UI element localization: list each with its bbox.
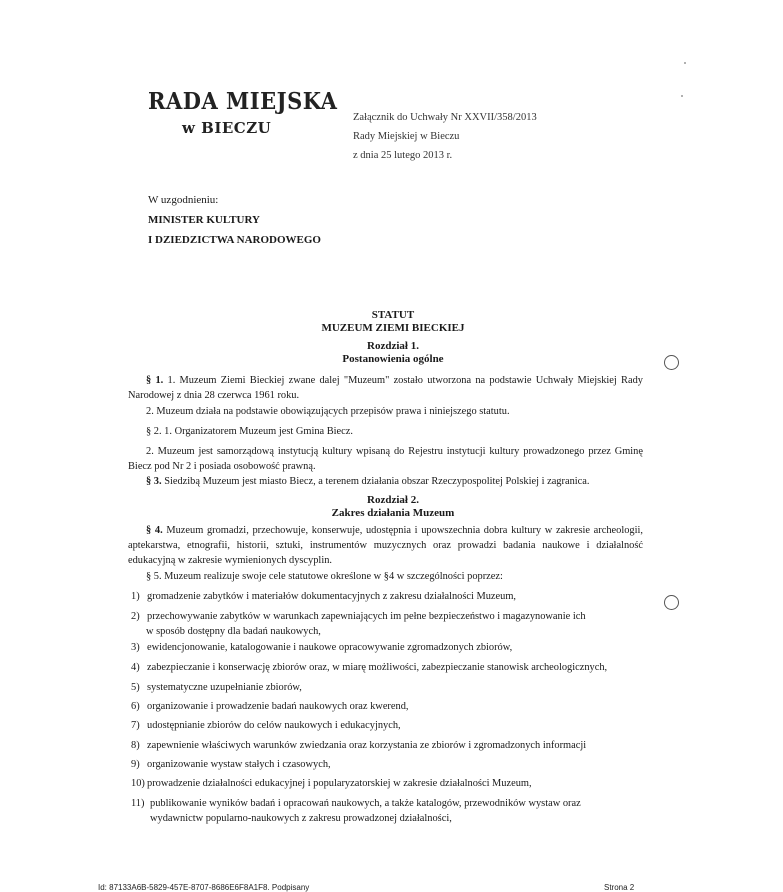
scan-speck: [681, 95, 683, 97]
paragraph-2-2: 2. Muzeum jest samorządową instytucją kultury wpisaną do Rejestru instytucji kultury prowadzonego przez Gminę Biecz pod Nr 2 i posiada osobowość prawną.: [128, 446, 643, 472]
list-item: [131, 681, 644, 696]
scan-speck: [684, 62, 686, 64]
list-item-number: 9): [131, 759, 140, 770]
list-item-text: przechowywanie zabytków w warunkach zapewniających im pełne bezpieczeństwo i magazynowanie ich: [147, 611, 586, 622]
list-item: [131, 610, 644, 640]
chapter1-name: Postanowienia ogólne: [342, 353, 444, 365]
paragraph-4-text: Muzeum gromadzi, przechowuje, konserwuje, udostępnia i upowszechnia dobra kultury w zakresie archeologii, aptekarstwa, etnografii, historii, sztuki, instrumentów muzycznych oraz prowadzi badania naukowe i działalność edukacyjną w zakresie wymienionych dyscyplin.: [128, 525, 643, 566]
header-date-line: z dnia 25 lutego 2013 r.: [353, 150, 453, 161]
list-item-text: prowadzenie działalności edukacyjnej i popularyzatorskiej w zakresie działalności Muzeum,: [147, 778, 532, 789]
paragraph-4: [128, 524, 643, 568]
paragraph-1-1: [128, 374, 643, 404]
paragraph-3: [128, 475, 643, 490]
stamp-w-bieczu: w BIECZU: [182, 119, 272, 137]
list-item-text: udostępnianie zbiorów do celów naukowych i edukacyjnych,: [147, 720, 401, 731]
list-item-text: gromadzenie zabytków i materiałów dokumentacyjnych z zakresu działalności Muzeum,: [147, 591, 517, 602]
stamp-rada-miejska: RADA MIEJSKA: [148, 86, 338, 115]
list-item-number: 3): [131, 642, 140, 653]
title-museum-name: MUZEUM ZIEMI BIECKIEJ: [321, 322, 465, 334]
page-number: Strona 2: [604, 883, 635, 892]
chapter1-label: Rozdział 1.: [367, 340, 419, 352]
list-item-number: 1): [131, 591, 140, 602]
header-council-line: Rady Miejskiej w Bieczu: [353, 131, 460, 142]
paragraph-1-1-text: 1. Muzeum Ziemi Bieckiej zwane dalej "Muzeum" zostało utworzona na podstawie Uchwały Miejskiej Rady Narodowej z dnia 28 czerwca 1961 roku.: [128, 375, 643, 401]
list-item-text: organizowanie wystaw stałych i czasowych,: [147, 759, 331, 770]
agreement-heritage: I DZIEDZICTWA NARODOWEGO: [148, 234, 321, 246]
punch-hole-icon: [664, 355, 679, 370]
list-item-text: organizowanie i prowadzenie badań naukowych oraz kwerend,: [147, 701, 409, 712]
chapter2-name: Zakres działania Muzeum: [331, 507, 455, 519]
list-item-number: 4): [131, 662, 140, 673]
list-item-text: zabezpieczanie i konserwację zbiorów oraz, w miarę możliwości, zabezpieczanie stanowisk archeologicznych,: [147, 662, 608, 673]
agreement-label: W uzgodnieniu:: [148, 194, 219, 206]
list-item: [131, 777, 644, 792]
list-item-text: publikowanie wyników badań i opracowań naukowych, a także katalogów, przewodników wystaw oraz: [150, 798, 581, 809]
list-item-text: systematyczne uzupełnianie zbiorów,: [147, 682, 302, 693]
paragraph-4-lead: § 4.: [146, 525, 163, 536]
list-item: [131, 758, 644, 773]
document-id: Id: 87133A6B-5829-457E-8707-8686E6F8A1F8. Podpisany: [98, 883, 310, 892]
list-item-continuation: wydawnictw popularno-naukowych z zakresu prowadzonej działalności,: [150, 812, 452, 824]
paragraph-3-text: Siedzibą Muzeum jest miasto Biecz, a terenem działania obszar Rzeczypospolitej Polskiej i zagranica.: [161, 476, 590, 487]
chapter2-label: Rozdział 2.: [367, 494, 419, 506]
paragraph-1-lead: § 1.: [146, 375, 164, 386]
agreement-minister: MINISTER KULTURY: [148, 214, 260, 226]
paragraph-1-2: 2. Muzeum działa na podstawie obowiązujących przepisów prawa i niniejszego statutu.: [146, 406, 510, 417]
list-item: [131, 797, 644, 827]
list-item: [131, 661, 644, 676]
list-item-number: 7): [131, 720, 140, 731]
list-item-text: ewidencjonowanie, katalogowanie i naukowe opracowywanie zgromadzonych zbiorów,: [147, 642, 513, 653]
list-item: [131, 739, 644, 754]
list-item: [131, 700, 644, 715]
list-item: [131, 590, 644, 605]
list-item-number: 8): [131, 740, 140, 751]
list-item-text: zapewnienie właściwych warunków zwiedzania oraz korzystania ze zbiorów i zgromadzonych informacji: [147, 740, 587, 751]
title-statut: STATUT: [371, 309, 415, 321]
list-item-continuation: w sposób dostępny dla badań naukowych,: [146, 625, 321, 637]
list-item-number: 6): [131, 701, 140, 712]
list-item-number: 11): [131, 798, 145, 809]
header-attachment-line: Załącznik do Uchwały Nr XXVII/358/2013: [353, 112, 537, 123]
list-item-number: 5): [131, 682, 140, 693]
list-item: [131, 641, 644, 656]
punch-hole-icon: [664, 595, 679, 610]
paragraph-2-1: § 2. 1. Organizatorem Muzeum jest Gmina Biecz.: [146, 426, 353, 437]
paragraph-5: § 5. Muzeum realizuje swoje cele statutowe określone w §4 w szczególności poprzez:: [146, 571, 503, 582]
list-item-number: 2): [131, 611, 140, 622]
list-item-number: 10): [131, 778, 145, 789]
paragraph-3-lead: § 3.: [146, 476, 162, 487]
list-item: [131, 719, 644, 734]
